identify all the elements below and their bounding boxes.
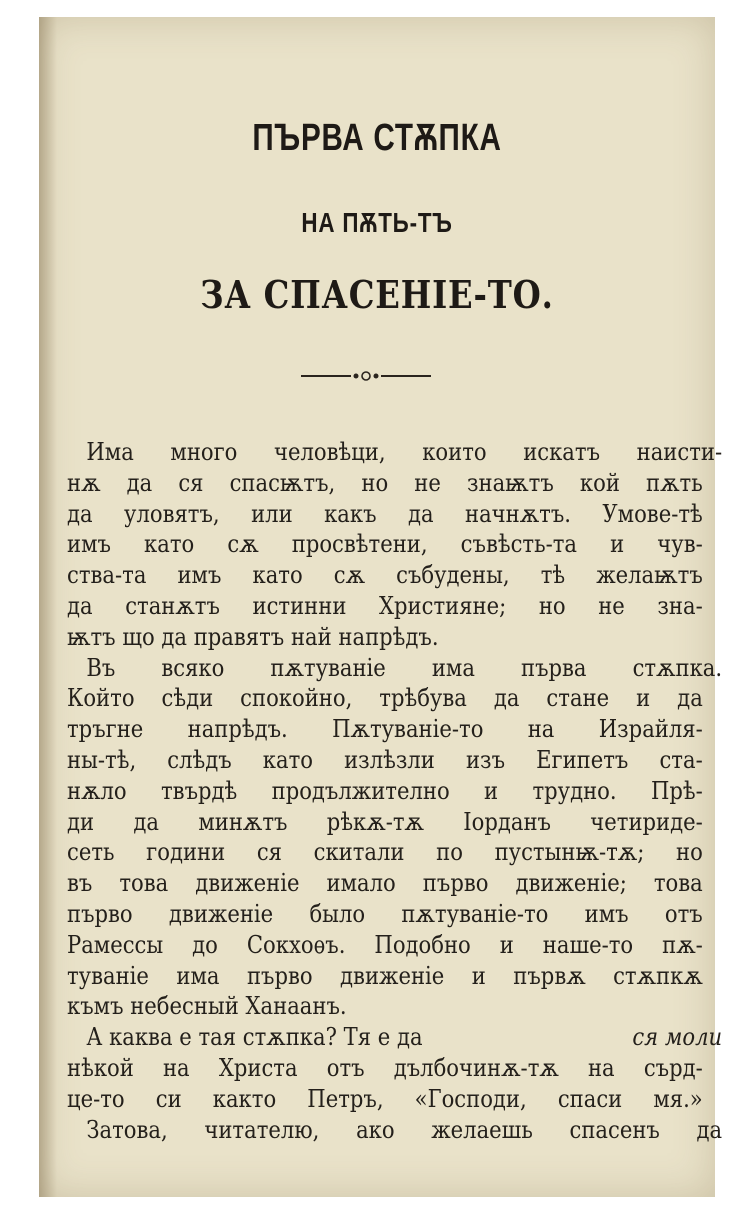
- word: но: [361, 468, 389, 497]
- text-line: [67, 930, 703, 961]
- word: тръгне: [67, 715, 144, 744]
- ornament-divider-icon: [301, 369, 431, 383]
- text-line: [67, 468, 703, 499]
- word: твърдѣ: [160, 776, 238, 805]
- italic-fragment: ся моли: [632, 1023, 723, 1052]
- word: изъ: [465, 745, 506, 774]
- text-line: [67, 529, 703, 560]
- text-line-content: А каква е тая стѫпка? Тя е да: [86, 1023, 423, 1052]
- word: имъ: [67, 530, 111, 559]
- text-line: [67, 899, 703, 930]
- word: Израйля-: [598, 715, 703, 744]
- word: це-то: [67, 1084, 125, 1113]
- title-line-1: ПЪРВА СТѪПКА: [252, 117, 502, 159]
- word: много: [170, 438, 238, 466]
- word: като: [262, 745, 314, 774]
- word: сѣди: [161, 684, 214, 713]
- word: ста-: [659, 745, 703, 774]
- word: които: [422, 438, 487, 466]
- word: Христа: [218, 1053, 298, 1082]
- text-line: [67, 961, 703, 992]
- word: това: [119, 869, 169, 898]
- word: има: [176, 961, 220, 990]
- word: спокойно,: [240, 684, 353, 713]
- word: да: [133, 807, 160, 836]
- word: нѣкой: [67, 1053, 134, 1082]
- word: ны-тѣ,: [67, 745, 137, 774]
- word: Подобно: [374, 930, 471, 959]
- word: както: [212, 1084, 277, 1113]
- word: стѫпка.: [632, 653, 723, 682]
- word: четириде-: [590, 807, 703, 836]
- word: туваніе: [67, 961, 149, 990]
- body-text: [67, 437, 723, 1145]
- text-line-content: къмъ небесный Ханаанъ.: [67, 992, 347, 1021]
- word: да: [67, 591, 93, 620]
- text-line-content: ѭтъ що да правятъ най напрѣдъ.: [67, 622, 439, 651]
- word: имъ: [177, 561, 222, 590]
- word: сърд-: [643, 1053, 703, 1082]
- word: пустынѭ-тѫ;: [494, 838, 645, 867]
- word: имало: [326, 869, 396, 898]
- word: пѫ-: [662, 930, 703, 959]
- word: да: [126, 468, 153, 497]
- word: всяко: [161, 653, 225, 682]
- word: има: [431, 653, 475, 682]
- word: въ: [67, 869, 93, 898]
- title-line-2: НА ПѪТЬ-ТЪ: [301, 207, 453, 238]
- word: пѫтуваніе-то: [401, 899, 549, 928]
- word: и: [636, 684, 651, 713]
- word: нѫло: [67, 776, 127, 805]
- word: нѫ: [67, 468, 101, 497]
- word: дълбочинѫ-тѫ: [393, 1053, 559, 1082]
- word: на: [587, 1053, 615, 1082]
- word: си: [155, 1084, 182, 1113]
- word: като: [144, 530, 195, 559]
- text-line: [67, 714, 703, 745]
- word: да: [493, 684, 520, 713]
- text-line: [67, 991, 703, 1022]
- title-line-3: ЗА СПАСЕНІЕ-ТО.: [200, 272, 554, 317]
- word: на: [527, 715, 555, 744]
- word: на: [162, 1053, 190, 1082]
- word: Има: [86, 438, 134, 466]
- word: «Господи,: [414, 1084, 527, 1113]
- word: какъ: [324, 499, 377, 528]
- word: знаѭтъ: [466, 468, 554, 497]
- text-line: [67, 868, 703, 899]
- word: искатъ: [523, 438, 601, 466]
- text-line: [67, 622, 703, 653]
- text-line: [67, 1053, 703, 1084]
- word: или: [251, 499, 293, 528]
- text-line: [67, 807, 703, 838]
- word: человѣци,: [274, 438, 386, 466]
- word: Петръ,: [307, 1084, 384, 1113]
- word: Іорданъ: [463, 807, 551, 836]
- word: Християне;: [379, 591, 507, 620]
- word: и: [610, 530, 625, 559]
- word: сеть: [67, 838, 115, 867]
- word: скитали: [313, 838, 405, 867]
- word: зна-: [657, 591, 703, 620]
- word: излѣзли: [344, 745, 435, 774]
- word: движеніе: [195, 869, 300, 898]
- word: ся: [178, 468, 204, 497]
- word: напрѣдъ.: [187, 715, 288, 744]
- text-line: [67, 683, 703, 714]
- text-line: [67, 437, 722, 468]
- word: Който: [67, 684, 135, 713]
- word: Рамессы: [67, 930, 164, 959]
- word: спасѭтъ,: [229, 468, 336, 497]
- text-line: [67, 560, 703, 591]
- word: наисти-: [636, 438, 723, 466]
- word: по: [436, 838, 463, 867]
- word: отъ: [664, 899, 703, 928]
- word: ся: [256, 838, 282, 867]
- word: стане: [546, 684, 610, 713]
- word: първо: [246, 961, 313, 990]
- word: първа: [521, 653, 587, 682]
- word: пѫть: [646, 468, 703, 497]
- word: кой: [579, 468, 620, 497]
- word: не: [414, 468, 441, 497]
- word: трѣбува: [379, 684, 467, 713]
- word: да: [67, 499, 93, 528]
- word: това: [653, 869, 703, 898]
- word: Пѫтуваніе-то: [332, 715, 484, 744]
- word: начнѫтъ.: [464, 499, 571, 528]
- book-page: [39, 17, 723, 1197]
- word: Египетъ: [536, 745, 629, 774]
- text-line: [67, 745, 703, 776]
- word: първо: [422, 869, 489, 898]
- word: мя.»: [653, 1084, 703, 1113]
- word: трудно.: [532, 776, 617, 805]
- word: не: [598, 591, 625, 620]
- word: просвѣтени,: [291, 530, 428, 559]
- word: минѫтъ: [198, 807, 288, 836]
- word: имъ: [584, 899, 629, 928]
- word: пѫтуваніе: [270, 653, 386, 682]
- text-line: [67, 499, 703, 530]
- word: станѫтъ: [125, 591, 220, 620]
- text-line: [67, 1022, 722, 1053]
- word: Прѣ-: [650, 776, 703, 805]
- word: желаешь: [431, 1115, 533, 1144]
- word: слѣдъ: [167, 745, 232, 774]
- word: като: [252, 561, 303, 590]
- word: было: [309, 899, 366, 928]
- word: Сокхоѳъ.: [246, 930, 346, 959]
- word: желаѭтъ: [596, 561, 703, 590]
- word: движеніе: [340, 961, 445, 990]
- word: спаси: [557, 1084, 623, 1113]
- word: спасенъ: [569, 1115, 660, 1144]
- word: и: [484, 776, 499, 805]
- word: движеніе;: [515, 869, 627, 898]
- text-line: [67, 1084, 703, 1115]
- text-line: [67, 653, 722, 684]
- word: отъ: [326, 1053, 365, 1082]
- word: но: [538, 591, 566, 620]
- word: да: [677, 684, 703, 713]
- text-line: [67, 837, 703, 868]
- word: продължително: [271, 776, 450, 805]
- word: ди: [67, 807, 95, 836]
- word: истинни: [252, 591, 347, 620]
- word: читателю,: [204, 1115, 320, 1144]
- word: събудены,: [396, 561, 510, 590]
- word: Затова,: [86, 1115, 168, 1144]
- word: първо: [67, 899, 133, 928]
- word: години: [146, 838, 226, 867]
- text-line: [67, 591, 703, 622]
- text-line: [67, 776, 703, 807]
- word: да: [407, 499, 434, 528]
- word: стѫпкѫ: [613, 961, 703, 990]
- word: Въ: [86, 653, 116, 682]
- word: сѫ: [227, 530, 259, 559]
- word: тѣ: [540, 561, 566, 590]
- word: сѫ: [333, 561, 366, 590]
- word: уловятъ,: [124, 499, 220, 528]
- word: но: [675, 838, 703, 867]
- word: рѣкѫ-тѫ: [326, 807, 424, 836]
- word: ства-та: [67, 561, 147, 590]
- text-line: [67, 1115, 722, 1146]
- word: и: [471, 961, 486, 990]
- word: и: [499, 930, 514, 959]
- word: първѫ: [513, 961, 586, 990]
- word: чув-: [657, 530, 703, 559]
- word: Умове-тѣ: [602, 499, 703, 528]
- word: до: [192, 930, 218, 959]
- word: наше-то: [542, 930, 634, 959]
- word: ако: [356, 1115, 395, 1144]
- word: движеніе: [168, 899, 274, 928]
- word: съвѣсть-та: [460, 530, 578, 559]
- word: да: [696, 1115, 723, 1144]
